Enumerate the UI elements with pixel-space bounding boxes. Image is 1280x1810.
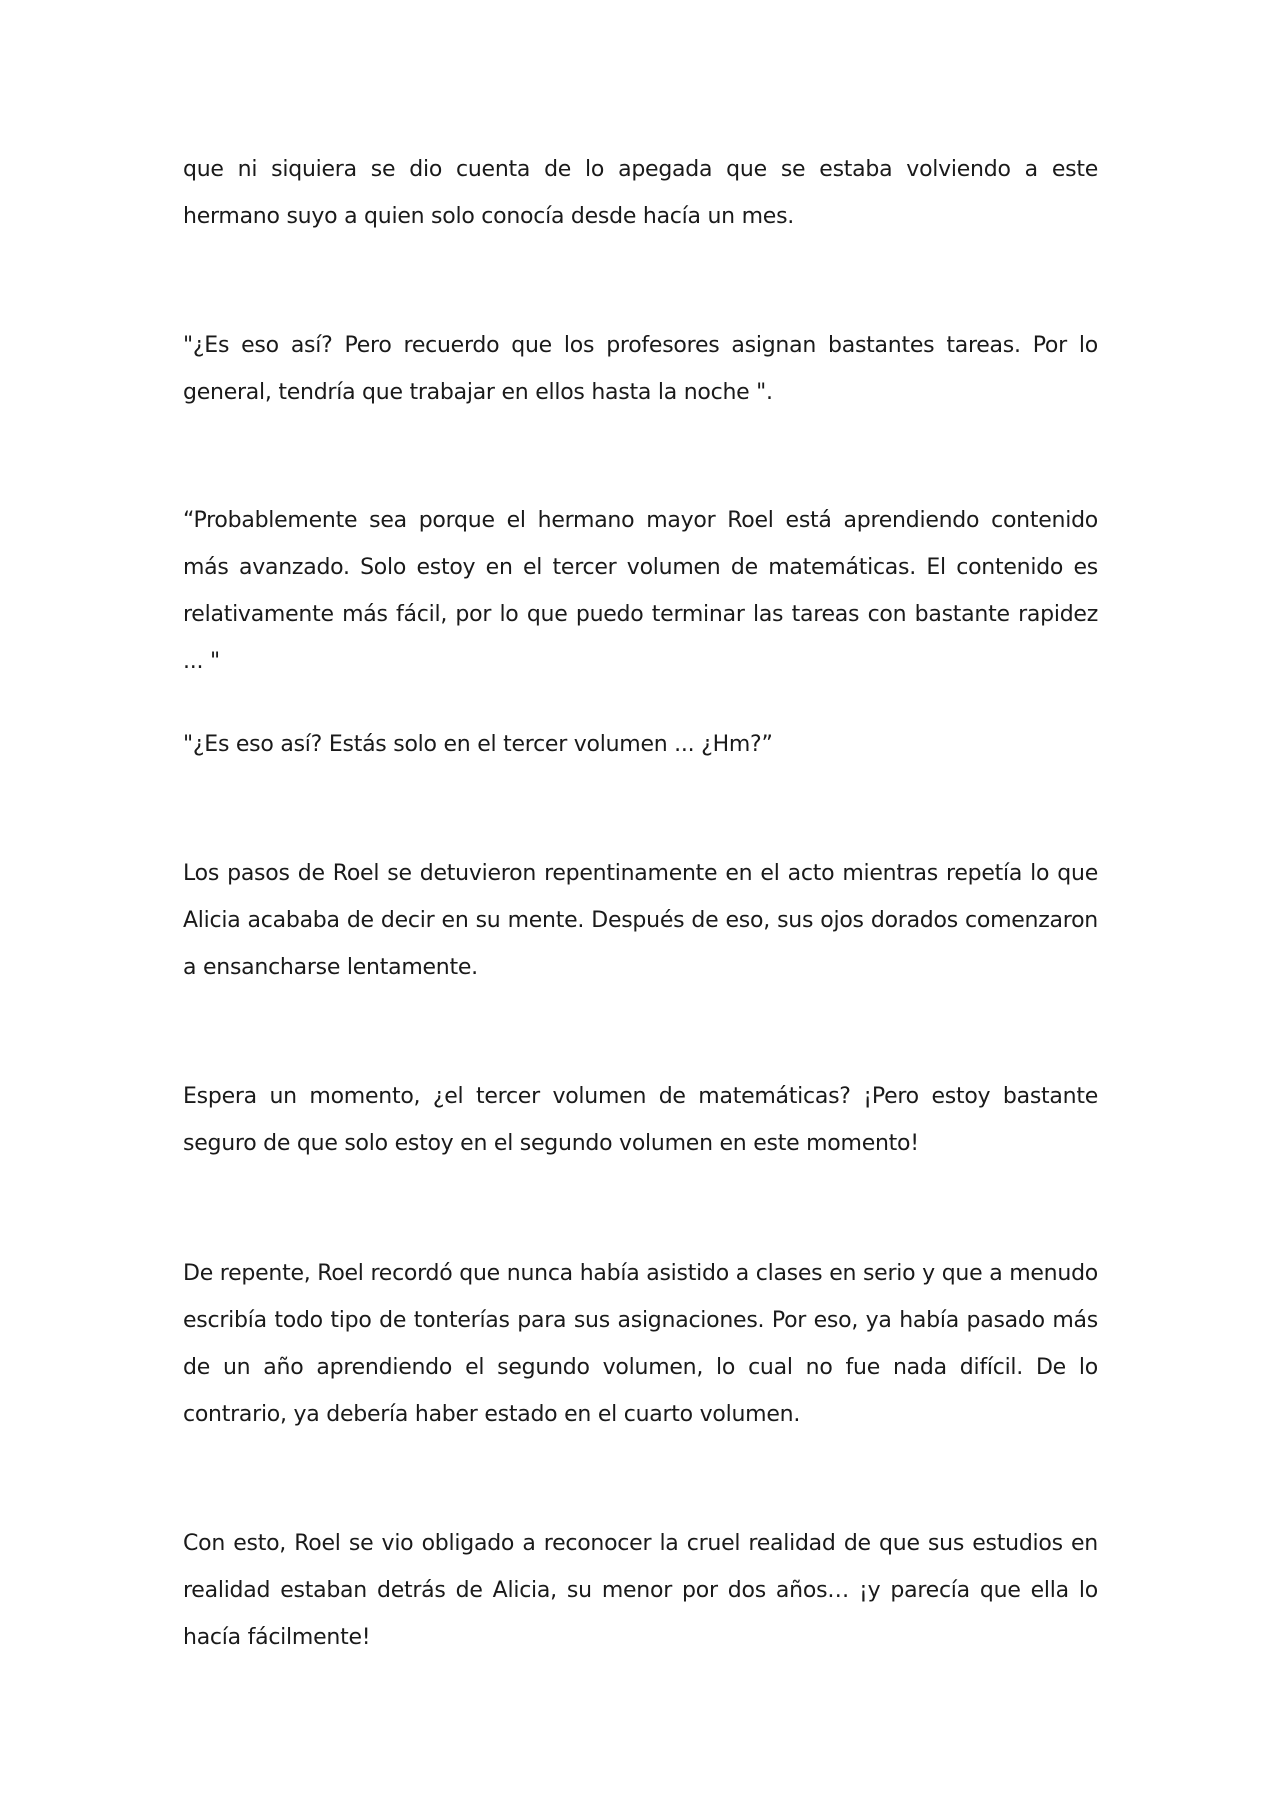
paragraph-2: "¿Es eso así? Pero recuerdo que los profesores asignan bastantes tareas. Por lo general, tendría que trabajar en ellos hasta la noche ".	[183, 333, 1098, 405]
paragraph-7: De repente, Roel recordó que nunca había asistido a clases en serio y que a menudo escribía todo tipo de tonterías para sus asignaciones. Por eso, ya había pasado más de un año aprendiendo el segundo volumen, lo cual no fue nada difícil. De lo contrario, ya debería haber estado en el cuarto volumen.	[183, 1261, 1098, 1427]
paragraph-4: "¿Es eso así? Estás solo en el tercer volumen ... ¿Hm?”	[183, 732, 773, 757]
paragraph-5: Los pasos de Roel se detuvieron repentinamente en el acto mientras repetía lo que Alicia acababa de decir en su mente. Después de eso, sus ojos dorados comenzaron a ensancharse lentamente.	[183, 861, 1098, 980]
paragraph-3: “Probablemente sea porque el hermano mayor Roel está aprendiendo contenido más avanzado. Solo estoy en el tercer volumen de matemáticas. El contenido es relativamente más fácil, por lo que puedo terminar las tareas con bastante rapidez ... "	[183, 508, 1098, 674]
paragraph-1: que ni siquiera se dio cuenta de lo apegada que se estaba volviendo a este hermano suyo a quien solo conocía desde hacía un mes.	[183, 157, 1098, 229]
paragraph-8: Con esto, Roel se vio obligado a reconocer la cruel realidad de que sus estudios en realidad estaban detrás de Alicia, su menor por dos años… ¡y parecía que ella lo hacía fácilmente!	[183, 1531, 1098, 1650]
paragraph-6: Espera un momento, ¿el tercer volumen de matemáticas? ¡Pero estoy bastante seguro de que solo estoy en el segundo volumen en este momento!	[183, 1084, 1098, 1156]
